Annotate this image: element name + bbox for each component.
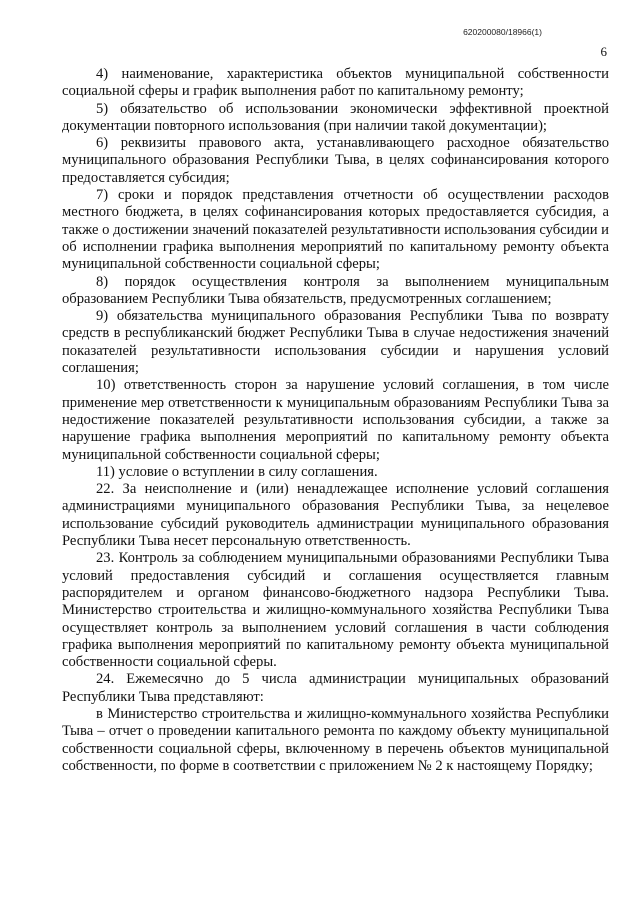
paragraph-clause-24: 24. Ежемесячно до 5 числа администрации муниципальных образований Республики Тыва представляют:	[62, 671, 609, 705]
paragraph-item-6: 6) реквизиты правового акта, устанавливающего расходное обязательство муниципального образования Республики Тыва, в целях софинансирования которого предоставляется субсидия;	[62, 135, 609, 186]
page-number: 6	[600, 44, 607, 59]
paragraph-ministry-report: в Министерство строительства и жилищно-коммунального хозяйства Республики Тыва – отчет о проведении капитального ремонта по каждому объекту муниципальной собственности социальной сферы, включенному в перечень объектов муниципальной собственности, по форме в соответствии с приложением № 2 к настоящему Порядку;	[62, 705, 609, 774]
paragraph-item-11: 11) условие о вступлении в силу соглашения.	[96, 463, 378, 480]
document-id: 620200080/18966(1)	[463, 27, 542, 37]
paragraph-item-5: 5) обязательство об использовании экономически эффективной проектной документации повторного использования (при наличии такой документации);	[62, 100, 609, 134]
paragraph-item-10: 10) ответственность сторон за нарушение условий соглашения, в том числе применение мер ответственности к муниципальным образованиям Республики Тыва за недостижение показателей результативности использования субсидии, а также за нарушение графика выполнения мероприятий по капитальному ремонту объекта муниципальной собственности социальной сферы;	[62, 377, 609, 463]
paragraph-item-7: 7) сроки и порядок представления отчетности об осуществлении расходов местного бюджета, в целях софинансирования которых предоставляется субсидия, а также о достижении значений показателей результативности использования субсидии и об исполнении графика выполнения мероприятий по капитальному ремонту объекта муниципальной собственности социальной сферы;	[62, 187, 609, 273]
paragraph-item-4: 4) наименование, характеристика объектов муниципальной собственности социальной сферы и график выполнения работ по капитальному ремонту;	[62, 66, 609, 100]
document-body	[62, 66, 609, 775]
paragraph-clause-23: 23. Контроль за соблюдением муниципальными образованиями Республики Тыва условий предоставления субсидий и соглашения осуществляется главным распорядителем и органом финансово-бюджетного надзора Республики Тыва. Министерство строительства и жилищно-коммунального хозяйства Республики Тыва осуществляет контроль за выполнением условий соглашения в части соблюдения графика выполнения мероприятий по капитальному ремонту объекта муниципальной собственности социальной сферы.	[62, 550, 609, 671]
paragraph-item-8: 8) порядок осуществления контроля за выполнением муниципальным образованием Республики Тыва обязательств, предусмотренных соглашением;	[62, 273, 609, 307]
paragraph-clause-22: 22. За неисполнение и (или) ненадлежащее исполнение условий соглашения администрациями муниципального образования Республики Тыва, за нецелевое использование субсидий руководитель администрации муниципального образования Республики Тыва несет персональную ответственность.	[62, 481, 609, 550]
paragraph-item-9: 9) обязательства муниципального образования Республики Тыва по возврату средств в республиканский бюджет Республики Тыва в случае недостижения значений показателей результативности использования субсидии и нарушения условий соглашения;	[62, 308, 609, 377]
